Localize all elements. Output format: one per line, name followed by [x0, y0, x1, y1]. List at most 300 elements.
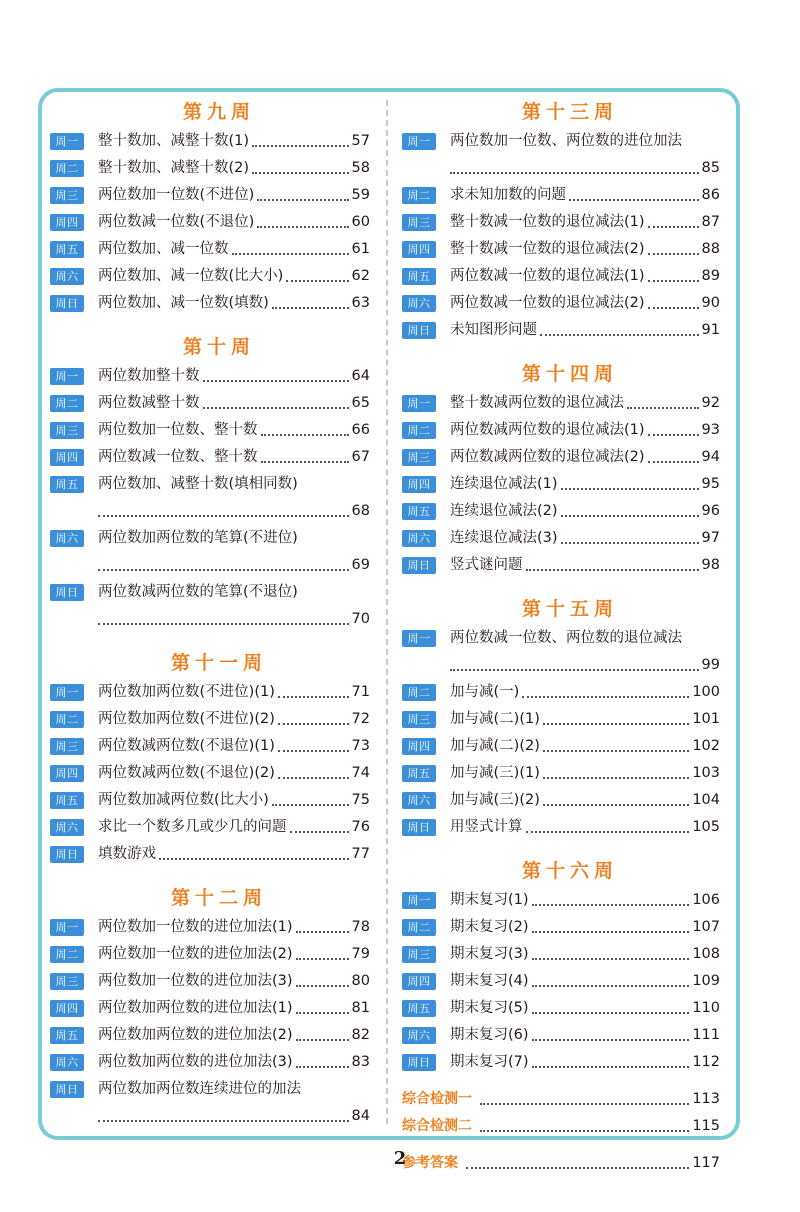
day-badge: 周五 — [402, 1000, 436, 1017]
entry-page: 72 — [351, 711, 370, 727]
toc-entry[interactable] — [50, 1076, 370, 1130]
entry-page: 82 — [351, 1027, 370, 1043]
leader-dots — [532, 958, 690, 960]
entry-line — [98, 1049, 370, 1076]
entry-title: 两位数加一位数、整十数 — [98, 422, 258, 438]
leader-dots — [648, 307, 699, 309]
entry-title: 加与减(二)(2) — [450, 738, 540, 754]
day-badge: 周日 — [402, 1054, 436, 1071]
entry-line — [450, 760, 720, 787]
entry-line — [98, 444, 370, 471]
entry-title: 两位数加、减一位数(填数) — [98, 295, 269, 311]
entry-body — [450, 290, 720, 317]
toc-entry[interactable] — [50, 814, 370, 841]
week-title: 第十一周 — [170, 652, 267, 674]
toc-entry[interactable] — [50, 706, 370, 733]
entry-title: 两位数减一位数、整十数 — [98, 449, 258, 465]
day-badge: 周四 — [50, 765, 84, 782]
leader-dots — [543, 804, 689, 806]
week-title: 第十周 — [182, 336, 255, 358]
entry-page: 70 — [351, 611, 370, 627]
entry-page: 105 — [692, 819, 720, 835]
entry-page: 92 — [701, 395, 720, 411]
entry-page: 101 — [692, 711, 720, 727]
entry-page: 83 — [351, 1054, 370, 1070]
leader-dots — [648, 226, 699, 228]
toc-entry[interactable] — [50, 914, 370, 941]
day-badge: 周四 — [402, 476, 436, 493]
toc-entry[interactable] — [50, 579, 370, 633]
entry-page: 61 — [351, 241, 370, 257]
leader-dots — [450, 172, 699, 174]
entry-line — [98, 706, 370, 733]
entry-title: 两位数加两位数连续进位的加法 — [98, 1081, 301, 1097]
leader-dots — [532, 904, 690, 906]
entry-page: 111 — [692, 1027, 720, 1043]
toc-entry[interactable] — [50, 155, 370, 182]
entry-page: 65 — [351, 395, 370, 411]
entry-title: 两位数加、减整十数(填相同数) — [98, 476, 298, 492]
entry-body — [98, 914, 370, 941]
toc-entry[interactable] — [50, 390, 370, 417]
extra-entry[interactable] — [402, 1113, 720, 1140]
entry-line — [98, 760, 370, 787]
day-badge: 周二 — [402, 919, 436, 936]
entry-body — [450, 390, 720, 417]
entry-page: 102 — [692, 738, 720, 754]
toc-right-column — [402, 96, 720, 1177]
leader-dots — [532, 931, 690, 933]
entry-title: 两位数减两位数的退位减法(1) — [450, 422, 645, 438]
entry-title: 用竖式计算 — [450, 819, 523, 835]
entry-page: 88 — [701, 241, 720, 257]
entry-title: 连续退位减法(3) — [450, 530, 558, 546]
extra-page: 115 — [692, 1118, 720, 1134]
entry-body — [98, 290, 370, 317]
day-badge: 周二 — [402, 187, 436, 204]
entry-page: 91 — [701, 322, 720, 338]
entry-body — [98, 941, 370, 968]
day-badge: 周二 — [50, 160, 84, 177]
entry-line — [450, 552, 720, 579]
toc-entry[interactable] — [50, 995, 370, 1022]
leader-dots — [278, 696, 349, 698]
day-badge: 周五 — [50, 241, 84, 258]
leader-dots — [296, 985, 349, 987]
entry-line — [98, 498, 370, 525]
entry-title: 整十数减一位数的退位减法(1) — [450, 214, 645, 230]
entry-title: 两位数加、减一位数(比大小) — [98, 268, 284, 284]
entry-page: 109 — [692, 973, 720, 989]
entry-body — [450, 968, 720, 995]
day-badge: 周日 — [50, 1081, 84, 1098]
entry-line — [450, 941, 720, 968]
toc-entry[interactable] — [402, 995, 720, 1022]
toc-entry[interactable] — [402, 706, 720, 733]
week-section — [402, 855, 720, 1076]
leader-dots — [561, 488, 699, 490]
entry-line — [450, 706, 720, 733]
day-badge: 周二 — [50, 711, 84, 728]
toc-entry[interactable] — [402, 525, 720, 552]
entry-body — [450, 733, 720, 760]
entry-title: 期末复习(3) — [450, 946, 529, 962]
toc-entry[interactable] — [50, 941, 370, 968]
entry-body — [98, 579, 370, 633]
entry-body — [450, 625, 720, 679]
day-badge: 周六 — [402, 1027, 436, 1044]
entry-title: 期末复习(4) — [450, 973, 529, 989]
entry-title: 两位数加两位数(不进位)(1) — [98, 684, 275, 700]
toc-entry[interactable] — [50, 444, 370, 471]
entry-body — [98, 155, 370, 182]
toc-entry[interactable] — [50, 209, 370, 236]
entry-body — [98, 182, 370, 209]
entry-line — [98, 263, 370, 290]
toc-entry[interactable] — [402, 471, 720, 498]
entry-title: 加与减(三)(1) — [450, 765, 540, 781]
leader-dots — [480, 1103, 689, 1105]
entry-line — [98, 606, 370, 633]
entry-body — [98, 706, 370, 733]
leader-dots — [252, 145, 349, 147]
entry-title: 两位数加一位数的进位加法(2) — [98, 946, 293, 962]
entry-line — [98, 417, 370, 444]
entry-line — [450, 390, 720, 417]
entry-body — [450, 887, 720, 914]
leader-dots — [261, 461, 349, 463]
entry-title: 连续退位减法(2) — [450, 503, 558, 519]
leader-dots — [272, 804, 349, 806]
week-section — [50, 882, 370, 1130]
day-badge: 周日 — [402, 322, 436, 339]
toc-entry[interactable] — [402, 679, 720, 706]
entry-page: 93 — [701, 422, 720, 438]
entry-body — [450, 444, 720, 471]
entry-line — [98, 552, 370, 579]
toc-entry[interactable] — [402, 1022, 720, 1049]
entry-body — [98, 679, 370, 706]
toc-entry[interactable] — [50, 128, 370, 155]
entry-line — [98, 525, 370, 552]
entry-line — [450, 887, 720, 914]
entry-page: 99 — [701, 657, 720, 673]
day-badge: 周一 — [402, 630, 436, 647]
day-badge: 周六 — [50, 530, 84, 547]
leader-dots — [98, 623, 349, 625]
entry-line — [98, 1103, 370, 1130]
entry-page: 84 — [351, 1108, 370, 1124]
entry-body — [98, 236, 370, 263]
toc-entry[interactable] — [402, 552, 720, 579]
week-section — [50, 96, 370, 317]
entry-page: 74 — [351, 765, 370, 781]
entry-page: 73 — [351, 738, 370, 754]
toc-entry[interactable] — [402, 760, 720, 787]
entry-title: 两位数加一位数的进位加法(1) — [98, 919, 293, 935]
entry-page: 62 — [351, 268, 370, 284]
entry-body — [98, 525, 370, 579]
entry-page: 90 — [701, 295, 720, 311]
toc-entry[interactable] — [402, 209, 720, 236]
leader-dots — [450, 669, 699, 671]
entry-title: 两位数减一位数、两位数的退位减法 — [450, 630, 682, 646]
entry-page: 78 — [351, 919, 370, 935]
entry-line — [98, 679, 370, 706]
leader-dots — [526, 831, 690, 833]
toc-entry[interactable] — [402, 814, 720, 841]
entry-body — [450, 552, 720, 579]
entry-title: 整十数减一位数的退位减法(2) — [450, 241, 645, 257]
toc-entry[interactable] — [50, 236, 370, 263]
day-badge: 周五 — [50, 792, 84, 809]
leader-dots — [252, 172, 349, 174]
entry-body — [98, 209, 370, 236]
entry-title: 加与减(二)(1) — [450, 711, 540, 727]
entry-body — [98, 471, 370, 525]
leader-dots — [543, 723, 689, 725]
entry-title: 填数游戏 — [98, 846, 156, 862]
week-section — [50, 647, 370, 868]
entry-body — [98, 390, 370, 417]
entry-page: 77 — [351, 846, 370, 862]
toc-entry[interactable] — [402, 1049, 720, 1076]
week-title: 第十二周 — [170, 887, 267, 909]
entry-page: 89 — [701, 268, 720, 284]
entry-page: 66 — [351, 422, 370, 438]
toc-entry[interactable] — [50, 679, 370, 706]
toc-entry[interactable] — [50, 182, 370, 209]
leader-dots — [296, 931, 349, 933]
toc-entry[interactable] — [402, 498, 720, 525]
leader-dots — [561, 515, 699, 517]
entry-body — [450, 1049, 720, 1076]
toc-entry[interactable] — [402, 236, 720, 263]
day-badge: 周三 — [50, 422, 84, 439]
day-badge: 周二 — [50, 946, 84, 963]
entry-line — [98, 841, 370, 868]
toc-entry[interactable] — [50, 1022, 370, 1049]
week-section — [402, 358, 720, 579]
leader-dots — [159, 858, 349, 860]
entry-line — [450, 128, 720, 155]
entry-page: 87 — [701, 214, 720, 230]
entry-page: 69 — [351, 557, 370, 573]
entry-line — [450, 444, 720, 471]
entry-title: 两位数减一位数(不退位) — [98, 214, 255, 230]
week-section — [50, 331, 370, 633]
toc-entry[interactable] — [50, 525, 370, 579]
day-badge: 周六 — [402, 792, 436, 809]
page-number: 2 — [393, 1148, 407, 1169]
toc-entry[interactable] — [402, 941, 720, 968]
extra-label: 综合检测一 — [402, 1091, 472, 1107]
toc-entry[interactable] — [50, 263, 370, 290]
toc-entry[interactable] — [50, 1049, 370, 1076]
toc-entry[interactable] — [402, 787, 720, 814]
leader-dots — [278, 750, 349, 752]
day-badge: 周二 — [50, 395, 84, 412]
toc-entry[interactable] — [50, 417, 370, 444]
extra-entry[interactable] — [402, 1086, 720, 1113]
entry-line — [98, 733, 370, 760]
leader-dots — [543, 777, 689, 779]
entry-title: 竖式谜问题 — [450, 557, 523, 573]
entry-title: 整十数减两位数的退位减法 — [450, 395, 624, 411]
leader-dots — [522, 696, 689, 698]
extra-page: 117 — [692, 1155, 720, 1171]
entry-title: 两位数加整十数 — [98, 368, 200, 384]
column-divider — [386, 100, 388, 1124]
entry-title: 加与减(一) — [450, 684, 520, 700]
entry-line — [450, 652, 720, 679]
leader-dots — [296, 1066, 349, 1068]
entry-body — [98, 760, 370, 787]
toc-entry[interactable] — [402, 290, 720, 317]
day-badge: 周三 — [402, 711, 436, 728]
entry-title: 两位数加一位数(不进位) — [98, 187, 255, 203]
entry-body — [98, 1076, 370, 1130]
entry-line — [98, 209, 370, 236]
entry-line — [98, 1076, 370, 1103]
entry-page: 57 — [351, 133, 370, 149]
toc-entry[interactable] — [402, 625, 720, 679]
entry-title: 两位数加一位数的进位加法(3) — [98, 973, 293, 989]
toc-entry[interactable] — [50, 787, 370, 814]
entry-title: 整十数加、减整十数(2) — [98, 160, 250, 176]
leader-dots — [98, 515, 349, 517]
toc-entry[interactable] — [402, 733, 720, 760]
toc-entry[interactable] — [50, 733, 370, 760]
entry-body — [450, 498, 720, 525]
day-badge: 周三 — [402, 946, 436, 963]
toc-entry[interactable] — [50, 968, 370, 995]
entry-body — [98, 1049, 370, 1076]
entry-page: 68 — [351, 503, 370, 519]
day-badge: 周日 — [402, 819, 436, 836]
entry-line — [450, 182, 720, 209]
toc-entry[interactable] — [402, 968, 720, 995]
toc-entry[interactable] — [402, 914, 720, 941]
entry-body — [450, 679, 720, 706]
entry-line — [450, 625, 720, 652]
toc-entry[interactable] — [50, 760, 370, 787]
entry-body — [98, 1022, 370, 1049]
toc-entry[interactable] — [50, 363, 370, 390]
leader-dots — [532, 985, 690, 987]
leader-dots — [257, 199, 348, 201]
toc-entry[interactable] — [402, 263, 720, 290]
leader-dots — [648, 434, 699, 436]
day-badge: 周日 — [402, 557, 436, 574]
week-section — [402, 96, 720, 344]
day-badge: 周三 — [402, 449, 436, 466]
toc-entry[interactable] — [402, 887, 720, 914]
entry-page: 94 — [701, 449, 720, 465]
entry-page: 107 — [692, 919, 720, 935]
entry-line — [98, 290, 370, 317]
entry-body — [98, 417, 370, 444]
entry-page: 97 — [701, 530, 720, 546]
entry-title: 两位数减两位数(不退位)(1) — [98, 738, 275, 754]
entry-line — [98, 128, 370, 155]
entry-body — [450, 182, 720, 209]
toc-entry[interactable] — [50, 471, 370, 525]
entry-title: 期末复习(2) — [450, 919, 529, 935]
entry-line — [450, 525, 720, 552]
day-badge: 周四 — [50, 449, 84, 466]
day-badge: 周一 — [50, 919, 84, 936]
day-badge: 周四 — [402, 738, 436, 755]
day-badge: 周一 — [402, 892, 436, 909]
day-badge: 周五 — [402, 765, 436, 782]
entry-title: 期末复习(6) — [450, 1027, 529, 1043]
toc-entry[interactable] — [50, 290, 370, 317]
leader-dots — [540, 334, 699, 336]
entry-title: 两位数减一位数的退位减法(1) — [450, 268, 645, 284]
day-badge: 周日 — [50, 584, 84, 601]
week-section — [402, 593, 720, 841]
leader-dots — [98, 569, 349, 571]
leader-dots — [648, 280, 699, 282]
entry-page: 95 — [701, 476, 720, 492]
leader-dots — [296, 958, 349, 960]
entry-line — [98, 995, 370, 1022]
entry-page: 85 — [701, 160, 720, 176]
leader-dots — [648, 253, 699, 255]
toc-entry[interactable] — [50, 841, 370, 868]
entry-body — [450, 914, 720, 941]
day-badge: 周二 — [402, 684, 436, 701]
leader-dots — [532, 1066, 690, 1068]
toc-entry[interactable] — [402, 128, 720, 182]
entry-line — [98, 390, 370, 417]
entry-line — [450, 733, 720, 760]
entry-body — [450, 525, 720, 552]
toc-entry[interactable] — [402, 390, 720, 417]
entry-body — [450, 1022, 720, 1049]
toc-entry[interactable] — [402, 182, 720, 209]
entry-page: 104 — [692, 792, 720, 808]
toc-entry[interactable] — [402, 417, 720, 444]
toc-entry[interactable] — [402, 317, 720, 344]
toc-entry[interactable] — [402, 444, 720, 471]
entry-page: 103 — [692, 765, 720, 781]
entry-body — [98, 363, 370, 390]
entry-title: 期末复习(7) — [450, 1054, 529, 1070]
entry-line — [450, 471, 720, 498]
day-badge: 周日 — [50, 846, 84, 863]
leader-dots — [532, 1012, 690, 1014]
entry-line — [98, 155, 370, 182]
leader-dots — [290, 831, 349, 833]
entry-title: 两位数加两位数的进位加法(1) — [98, 1000, 293, 1016]
day-badge: 周一 — [402, 395, 436, 412]
entry-line — [98, 471, 370, 498]
day-badge: 周四 — [402, 241, 436, 258]
entry-title: 两位数减两位数的笔算(不退位) — [98, 584, 298, 600]
entry-line — [98, 1022, 370, 1049]
leader-dots — [232, 253, 349, 255]
entry-line — [98, 814, 370, 841]
entry-title: 求未知加数的问题 — [450, 187, 566, 203]
entry-title: 两位数加两位数的笔算(不进位) — [98, 530, 298, 546]
entry-title: 求比一个数多几或少几的问题 — [98, 819, 287, 835]
entry-line — [450, 417, 720, 444]
entry-line — [98, 968, 370, 995]
entry-body — [450, 941, 720, 968]
entry-body — [98, 814, 370, 841]
